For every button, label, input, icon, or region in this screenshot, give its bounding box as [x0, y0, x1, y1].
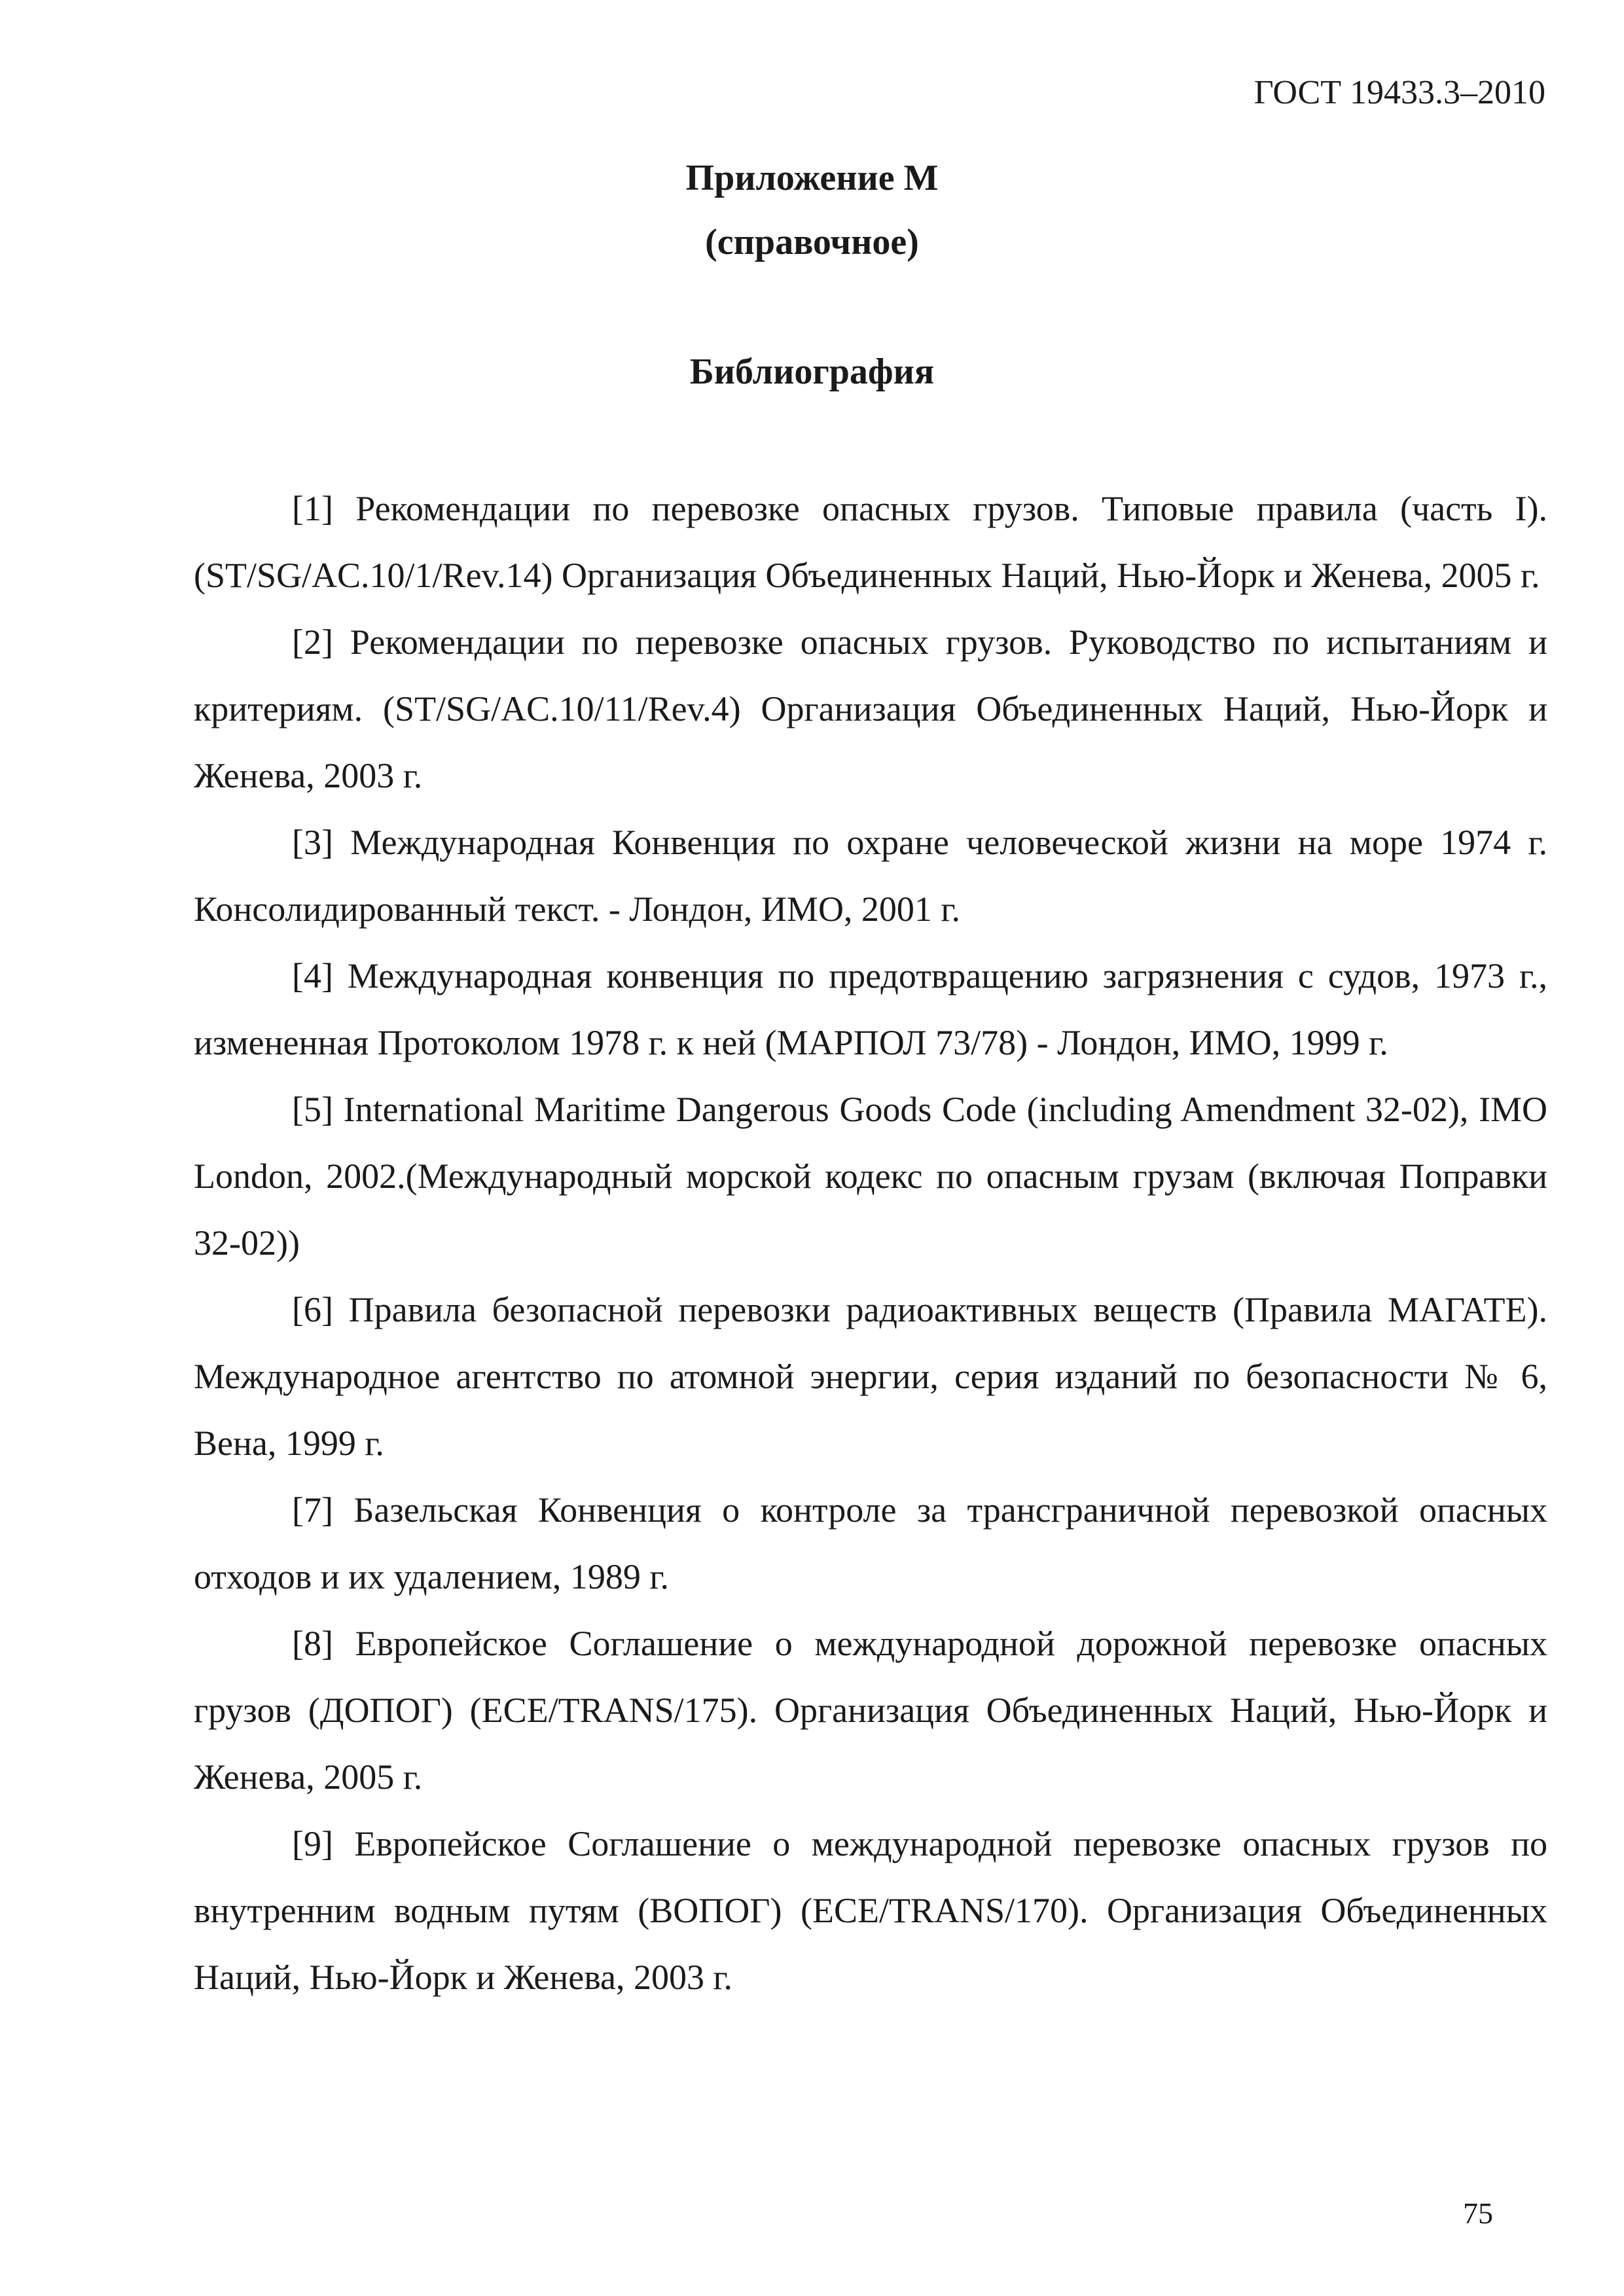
annex-title: Приложение М	[685, 158, 939, 198]
reference-text: Международная Конвенция по охране человеческой жизни на море 1974 г. Консолидированный текст. - Лондон, ИМО, 2001 г.	[194, 823, 1548, 929]
reference-item	[194, 942, 1547, 1076]
reference-number: [3]	[292, 823, 333, 862]
document-code: ГОСТ 19433.3–2010	[1254, 74, 1545, 111]
reference-item	[194, 1810, 1547, 2011]
reference-number: [7]	[292, 1490, 333, 1530]
reference-number: [1]	[292, 489, 333, 528]
reference-list	[194, 475, 1547, 2011]
reference-item	[194, 609, 1547, 809]
reference-text: Рекомендации по перевозке опасных грузов. Типовые правила (часть I). (ST/SG/AC.10/1/Rev.14) Организация Объединенных Наций, Нью-Йорк и Женева, 2005 г.	[194, 489, 1547, 595]
reference-text: Базельская Конвенция о контроле за трансграничной перевозкой опасных отходов и их удалением, 1989 г.	[194, 1490, 1548, 1596]
reference-item	[194, 1610, 1547, 1810]
reference-text: International Maritime Dangerous Goods Code (including Amendment 32-02), IMO London, 2002.(Международный морской кодекс по опасным грузам (включая Поправки 32-02))	[194, 1090, 1547, 1263]
annex-type: (справочное)	[705, 222, 919, 262]
reference-text: Рекомендации по перевозке опасных грузов. Руководство по испытаниям и критериям. (ST/SG/AC.10/11/Rev.4) Организация Объединенных Наций, Нью-Йорк и Женева, 2003 г.	[194, 622, 1547, 795]
reference-item	[194, 809, 1547, 942]
reference-number: [4]	[292, 956, 333, 996]
reference-text: Европейское Соглашение о международной дорожной перевозке опасных грузов (ДОПОГ) (ECE/TRANS/175). Организация Объединенных Наций, Нью-Йорк и Женева, 2005 г.	[194, 1624, 1547, 1797]
reference-number: [8]	[292, 1624, 333, 1663]
reference-item	[194, 1276, 1547, 1477]
page-number: 75	[1463, 2197, 1493, 2230]
reference-number: [5]	[292, 1090, 333, 1129]
bibliography-title: Библиография	[689, 351, 935, 392]
reference-number: [2]	[292, 622, 333, 662]
reference-number: [6]	[292, 1290, 333, 1329]
reference-item	[194, 475, 1547, 609]
reference-text: Европейское Соглашение о международной перевозке опасных грузов по внутренним водным путям (ВОПОГ) (ECE/TRANS/170). Организация Объединенных Наций, Нью-Йорк и Женева, 2003 г.	[194, 1824, 1548, 1997]
reference-text: Правила безопасной перевозки радиоактивных веществ (Правила МАГАТЕ). Международное агентство по атомной энергии, серия изданий по безопасности № 6, Вена, 1999 г.	[194, 1290, 1547, 1463]
reference-item	[194, 1477, 1547, 1610]
reference-text: Международная конвенция по предотвращению загрязнения с судов, 1973 г., измененная Протоколом 1978 г. к ней (МАРПОЛ 73/78) - Лондон, ИМО, 1999 г.	[194, 956, 1548, 1062]
reference-number: [9]	[292, 1824, 333, 1863]
reference-item	[194, 1076, 1547, 1276]
